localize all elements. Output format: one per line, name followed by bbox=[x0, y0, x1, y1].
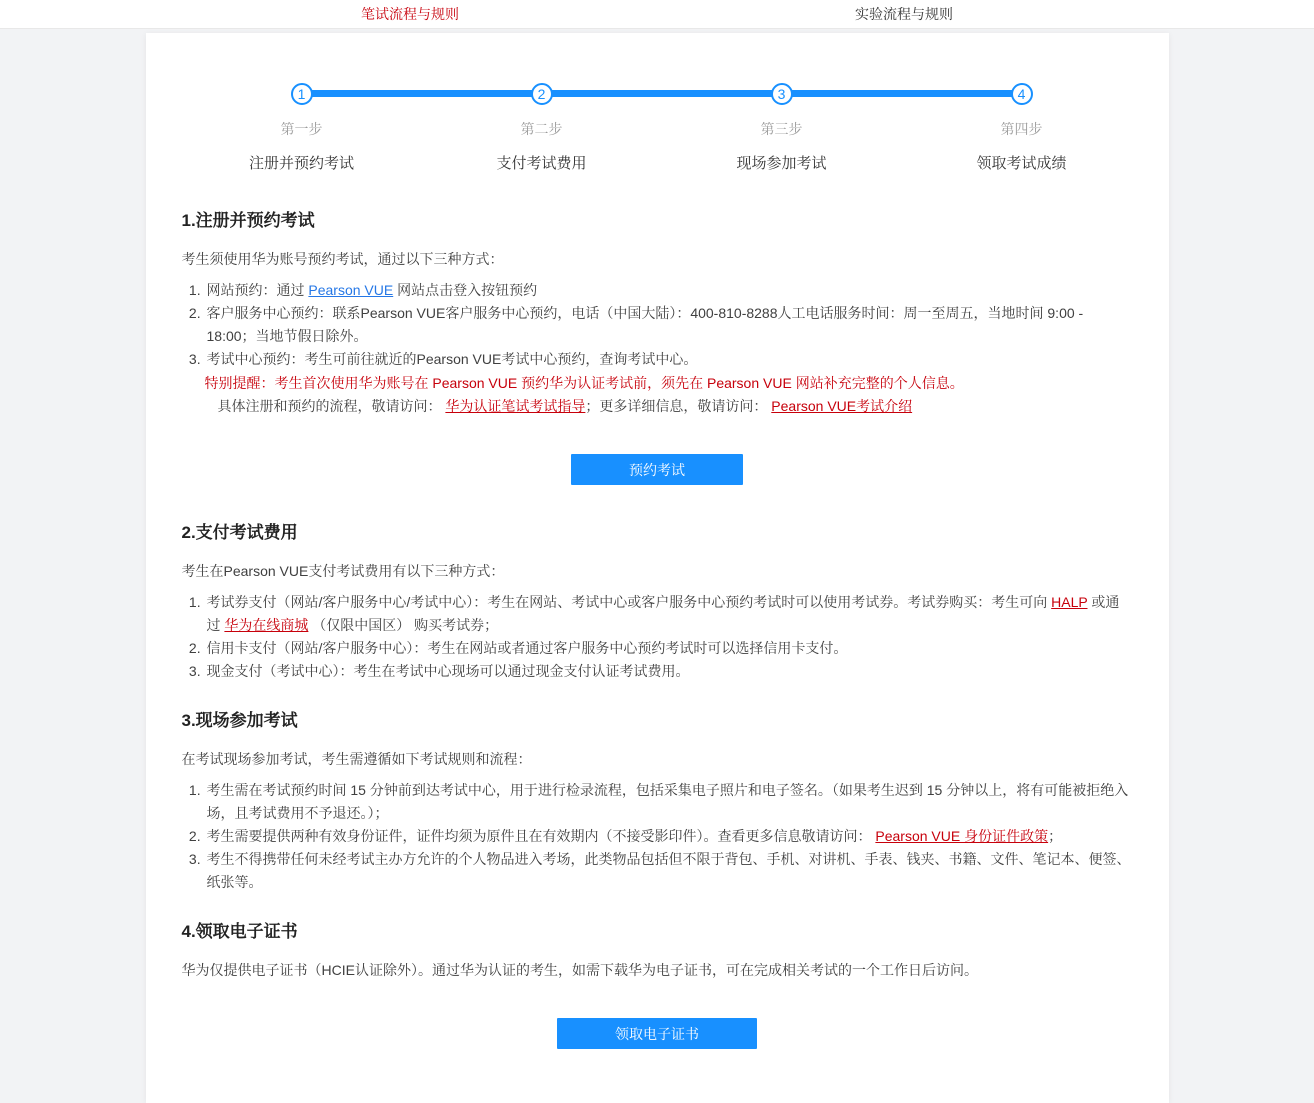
list-item bbox=[205, 302, 1133, 348]
text-segment: 网站点击登入按钮预约 bbox=[393, 282, 538, 298]
halp-link[interactable]: HALP bbox=[1051, 594, 1088, 610]
id-policy-link[interactable]: Pearson VUE 身份证件政策 bbox=[875, 828, 1049, 844]
step-3-circle: 3 bbox=[771, 83, 793, 105]
list-item bbox=[205, 779, 1133, 825]
section-3-list bbox=[182, 779, 1133, 894]
step-4-results bbox=[902, 83, 1142, 173]
section-3-intro: 在考试现场参加考试，考生需遵循如下考试规则和流程： bbox=[181, 751, 532, 767]
section-1-list bbox=[182, 279, 1133, 371]
section-get-e-certificate bbox=[182, 920, 1133, 1049]
section-2-list bbox=[182, 591, 1133, 683]
section-pay-exam-fee bbox=[182, 521, 1133, 683]
step-1-subtitle: 第一步 bbox=[280, 121, 323, 137]
list-item bbox=[205, 591, 1133, 637]
text-segment: 考试中心预约：考生可前往就近的Pearson VUE考试中心预约，查询考试中心。 bbox=[206, 351, 698, 367]
list-item bbox=[205, 348, 1133, 371]
step-3-subtitle: 第三步 bbox=[760, 121, 803, 137]
text-segment: 考生需在考试预约时间 15 分钟前到达考试中心，用于进行检录流程，包括采集电子照片和电子签名。（如果考生迟到 15 分钟以上，将有可能被拒绝入场，且考试费用不予退还。）； bbox=[206, 782, 1129, 821]
section-2-heading: 2.支付考试费用 bbox=[181, 523, 298, 542]
book-exam-button[interactable]: 预约考试 bbox=[571, 454, 743, 485]
text-segment: 信用卡支付（网站/客户服务中心）：考生在网站或者通过客户服务中心预约考试时可以选择信用卡支付。 bbox=[206, 640, 848, 656]
step-4-label: 领取考试成绩 bbox=[976, 155, 1067, 172]
step-4-circle: 4 bbox=[1011, 83, 1033, 105]
top-tab-bar bbox=[0, 0, 1314, 29]
step-3-attend bbox=[662, 83, 902, 173]
step-3-label: 现场参加考试 bbox=[736, 155, 827, 172]
section-register-and-book bbox=[182, 209, 1133, 485]
special-reminder-text: 特别提醒：考生首次使用华为账号在 Pearson VUE 预约华为认证考试前，须先在 Pearson VUE 网站补充完整的个人信息。 bbox=[204, 375, 964, 391]
written-exam-guide-link[interactable]: 华为认证笔试考试指导 bbox=[445, 398, 586, 414]
section-4-heading: 4.领取电子证书 bbox=[181, 922, 298, 941]
section-1-intro: 考生须使用华为账号预约考试，通过以下三种方式： bbox=[181, 251, 504, 267]
list-item bbox=[205, 279, 1133, 302]
step-2-subtitle: 第二步 bbox=[520, 121, 563, 137]
text-segment: （仅限中国区） 购买考试券； bbox=[308, 617, 499, 633]
text-segment: 客户服务中心预约：联系Pearson VUE客户服务中心预约，电话（中国大陆）：400-810-8288人工电话服务时间：周一至周五，当地时间 9:00 - 18:00；当地节假日除外。 bbox=[206, 305, 1084, 344]
content-card bbox=[146, 33, 1169, 1103]
step-1-circle: 1 bbox=[291, 83, 313, 105]
list-item bbox=[205, 825, 1133, 848]
section-4-intro: 华为仅提供电子证书（HCIE认证除外）。通过华为认证的考生，如需下载华为电子证书，可在完成相关考试的一个工作日后访问。 bbox=[181, 962, 978, 978]
text-segment: 考生不得携带任何未经考试主办方允许的个人物品进入考场，此类物品包括但不限于背包、手机、对讲机、手表、钱夹、书籍、文件、笔记本、便签、纸张等。 bbox=[206, 851, 1131, 890]
tab-written-exam-rules[interactable]: 笔试流程与规则 bbox=[361, 6, 459, 22]
text-segment: ；更多详细信息，敬请访问： bbox=[585, 398, 772, 414]
section-2-intro: 考生在Pearson VUE支付考试费用有以下三种方式： bbox=[181, 563, 505, 579]
exam-progress-stepper bbox=[182, 33, 1142, 173]
step-4-subtitle: 第四步 bbox=[1000, 121, 1043, 137]
registration-guide-line bbox=[218, 395, 1133, 418]
section-attend-exam bbox=[182, 709, 1133, 894]
step-2-label: 支付考试费用 bbox=[496, 155, 587, 172]
step-2-pay bbox=[422, 83, 662, 173]
text-segment: ； bbox=[1048, 828, 1063, 844]
huawei-store-link[interactable]: 华为在线商城 bbox=[224, 617, 309, 633]
text-segment: 具体注册和预约的流程，敬请访问： bbox=[217, 398, 446, 414]
list-item bbox=[205, 660, 1133, 683]
text-segment: 现金支付（考试中心）：考生在考试中心现场可以通过现金支付认证考试费用。 bbox=[206, 663, 690, 679]
list-item bbox=[205, 848, 1133, 894]
step-1-register bbox=[182, 83, 422, 173]
tab-lab-exam-rules[interactable]: 实验流程与规则 bbox=[855, 6, 953, 22]
section-1-heading: 1.注册并预约考试 bbox=[181, 211, 315, 230]
pearson-vue-intro-link[interactable]: Pearson VUE考试介绍 bbox=[771, 398, 913, 414]
text-segment: 网站预约：通过 bbox=[206, 282, 309, 298]
text-segment: 考生需要提供两种有效身份证件，证件均须为原件且在有效期内（不接受影印件）。查看更多信息敬请访问： bbox=[206, 828, 876, 844]
step-1-label: 注册并预约考试 bbox=[248, 155, 354, 172]
text-segment: 考试券支付（网站/客户服务中心/考试中心）：考生在网站、考试中心或客户服务中心预约考试时可以使用考试券。考试券购买：考生可向 bbox=[206, 594, 1052, 610]
pearson-vue-link[interactable]: Pearson VUE bbox=[308, 282, 394, 298]
get-certificate-button[interactable]: 领取电子证书 bbox=[557, 1018, 757, 1049]
step-2-circle: 2 bbox=[531, 83, 553, 105]
section-3-heading: 3.现场参加考试 bbox=[181, 711, 298, 730]
list-item bbox=[205, 637, 1133, 660]
text-segment: 或通过 bbox=[206, 594, 1120, 633]
